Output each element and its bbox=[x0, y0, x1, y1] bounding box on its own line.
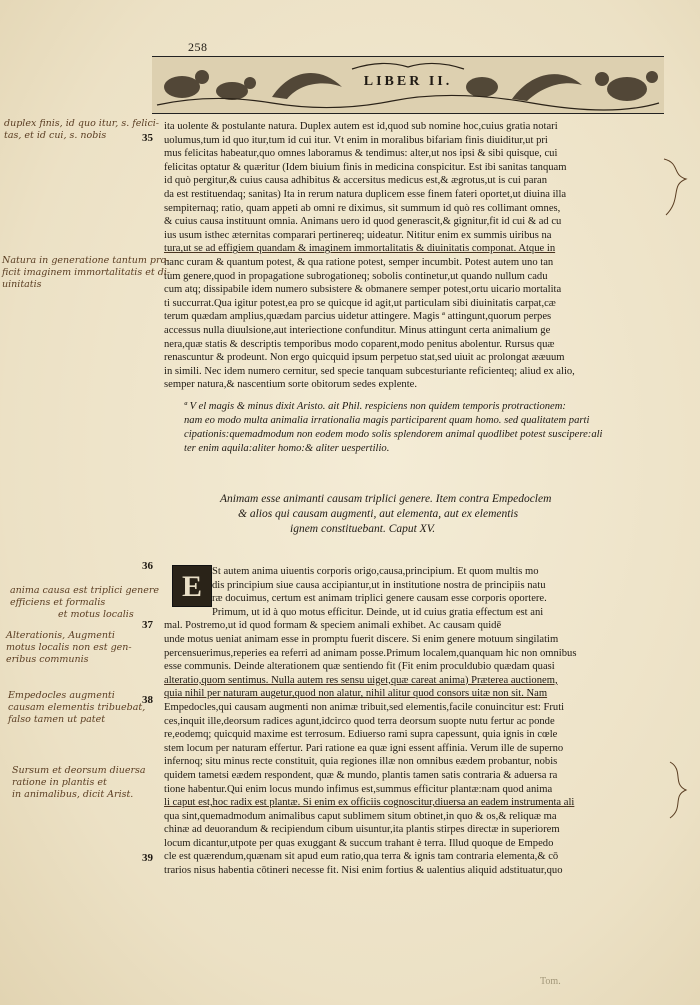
text-line: accessus nulla diuulsione,aut interiectione confunditur. Minus attingunt certa animalium ge bbox=[164, 324, 551, 336]
text-line: ita uolente & postulante natura. Duplex autem est id,quod sub nomine hoc,cuius gratia notari bbox=[164, 121, 558, 132]
text-line: terum quædam amplius,quædam parcius uidetur attingere. Magis ª attingunt,quorum perpes bbox=[164, 311, 552, 323]
main-text-bottom bbox=[164, 565, 664, 878]
main-text-top bbox=[164, 120, 664, 392]
text-line: ti succurrat.Qua igitur potest,ea pro se quicque id agit,ut particulam sibi diuinitatis carpat,cæ bbox=[164, 297, 556, 309]
text-line: ius usum isthec æternitas comparari pertinereq; uideatur. Nititur enim ex summis uiribus na bbox=[164, 229, 552, 241]
handwritten-line: uinitatis bbox=[2, 279, 42, 290]
text-line: St autem anima uiuentis corporis origo,causa,principium. Et quom multis mo bbox=[212, 566, 539, 577]
handwritten-line: tas, et id cui, s. nobis bbox=[4, 130, 107, 141]
text-line: mal. Postremo,ut id quod formam & speciem animali exhibet. Ac causam quidē bbox=[164, 620, 502, 632]
marginal-number-37: 37 bbox=[142, 619, 153, 631]
handwritten-margin-note-2 bbox=[2, 255, 170, 291]
text-line: stem locum per naturam effertur. Pari ratione ea quæ igni essent affinia. Verum ille de superno bbox=[164, 742, 564, 754]
margin-bracket-doodle bbox=[664, 760, 694, 820]
catchword: Tom. bbox=[540, 976, 561, 987]
text-line-underlined: li caput est,hoc radix est plantæ. Si enim ex officiis cognoscitur,diuersa an eadem instrumenta ali bbox=[164, 797, 575, 809]
text-line: re,eodemq; quicquid maxime est terrosum. Ediuerso rami supra capessunt, quia ignis in cœle bbox=[164, 729, 558, 741]
text-line: cle est quærendum,quænam sit apud eum ratio,qua terra & ignis tam contraria elementa,& cō bbox=[164, 851, 559, 863]
folio-number: 258 bbox=[188, 40, 208, 54]
text-line: Primum, ut id à quo motus efficitur. Deinde, ut id cuius gratia effectum est ani bbox=[212, 606, 544, 618]
text-line: chinæ ad deuorandum & recipiendum cibum uisuntur,ita plantis stirpes directæ in superiorem bbox=[164, 824, 560, 836]
chapter-heading-line: ignem constituebant. Caput XV. bbox=[290, 523, 436, 535]
handwritten-line: Alterationis, Augmenti bbox=[6, 630, 115, 641]
text-line: hanc curam & quantum potest, & qua ratione potest, semper incumbit. Potest autem uno tan bbox=[164, 256, 554, 268]
footnote bbox=[184, 400, 654, 456]
text-line: cum atq; dissipabile idem numero subsistere & obmanere semper potest,ortu uicario mortalita bbox=[164, 284, 562, 296]
handwritten-margin-note-3 bbox=[10, 585, 159, 621]
text-line: sempiternaq; ratio, quam appeti ab omni re diximus, sit summum id quò res collimant omnes, bbox=[164, 202, 561, 214]
text-line: in simili. Nec idem numero cernitur, sed specie tanquam subcesturiante reficienteq; aliud ex alio, bbox=[164, 365, 575, 377]
text-line: qua sint,quemadmodum animalibus caput sublimem situm obtinet,in quo & os,& reliquæ ma bbox=[164, 810, 557, 822]
text-line: renascuntur & prodeunt. Non ergo quicquid ipsum perpetuo stat,sed uiuit ac prolongat ææuum bbox=[164, 352, 565, 364]
chapter-heading bbox=[220, 492, 660, 537]
ornamental-header-band bbox=[152, 56, 664, 114]
handwritten-margin-note-4 bbox=[6, 630, 132, 666]
text-line: da est restituendaq; sanitas) Ita in rerum natura duplicem esse finem fateri oportet,ut diuina illa bbox=[164, 188, 567, 200]
text-line: dis principium siue causa accipiantur,ut in institutione nostra de principiis natu bbox=[212, 579, 546, 591]
text-line: ræ docuimus, certum est animam triplici genere causam esse corporis oportere. bbox=[212, 593, 547, 605]
handwritten-margin-note-6 bbox=[12, 765, 146, 801]
handwritten-line: Sursum et deorsum diuersa bbox=[12, 765, 146, 776]
text-line: mus felicitas habeatur,quo omnes laboramus & tendimus: alter,ut nos ipsi & sibi quisque, cui bbox=[164, 148, 558, 160]
text-line-underlined: quia nihil per naturam augetur,quod non alatur, nihil alitur quod consors uitæ non sit. Nam bbox=[164, 688, 548, 700]
handwritten-line: efficiens et formalis bbox=[10, 597, 106, 608]
handwritten-line: anima causa est triplici genere bbox=[10, 585, 160, 596]
running-title: LIBER II. bbox=[363, 74, 453, 89]
text-line: id quò pergitur,& cuius causa adhibitus & accersitus medicus est,& ægrotus,ut is cui paran bbox=[164, 175, 548, 187]
text-line: felicitas optatur & quæritur (Idem biuium finis in medicina conspicitur. Est ibi sanitas tanquam bbox=[164, 161, 567, 173]
marginal-number-39: 39 bbox=[142, 852, 153, 864]
handwritten-line: Empedocles augmenti bbox=[8, 690, 115, 701]
handwritten-line: causam elementis tribuebat, bbox=[8, 702, 146, 713]
handwritten-margin-note-5 bbox=[8, 690, 145, 726]
initial-letter: E bbox=[181, 570, 202, 603]
handwritten-line: motus localis non est gen- bbox=[6, 642, 132, 653]
footnote-line: cipationis:quemadmodum non eodem modo solis splendorem animal quodlibet potest suscipere:ali bbox=[184, 429, 603, 440]
handwritten-line: ficit imaginem immortalitatis et di- bbox=[2, 267, 171, 278]
text-line: tum genere,quod in propagatione subrogationeq; sobolis continetur,ut quando nullum cadu bbox=[164, 270, 548, 282]
footnote-line: ter enim aquila:aliter homo:& aliter uespertilio. bbox=[184, 443, 390, 454]
text-line-underlined: tura,ut se ad effigiem quandam & imaginem immortalitatis & diuinitatis componat. Atque in bbox=[164, 243, 556, 255]
chapter-heading-line: & alios qui causam augmenti, aut elementa, aut ex elementis bbox=[238, 508, 519, 520]
handwritten-line: Natura in generatione tantum pro- bbox=[2, 255, 170, 266]
text-line: unde motus ueniat animam esse in promptu fuerit discere. Si enim genere motuum singilatim bbox=[164, 633, 559, 645]
handwritten-margin-note-1 bbox=[4, 118, 159, 142]
footnote-line: nam eo modo multa animalia irrationalia magis participarent quam homo. sed qualitatem parti bbox=[184, 415, 590, 426]
handwritten-line: in animalibus, dicit Arist. bbox=[12, 789, 134, 800]
text-line: nera,quæ statis & descriptis temporibus modo coparent,modo penitus abolentur. Rursus quæ bbox=[164, 338, 555, 350]
text-line-underlined: alteratio,quom sentimus. Nulla autem res sensu uiget,quæ careat anima) Præterea auctionem, bbox=[164, 674, 558, 686]
text-line: locum dicantur,utpote per quas exuggant & succum trahant è terra. Illud quoque de Empedo bbox=[164, 837, 554, 849]
text-line: uolumus,tum id quo itur,tum id cui itur. Vt enim in moralibus bifariam finis diuiditur,ut pri bbox=[164, 134, 548, 146]
handwritten-line: et motus localis bbox=[58, 609, 134, 620]
text-line: ces,inquit ille,deorsum radices agunt,idcirco quod terra deorsum suopte nutu fertur ac ponde bbox=[164, 715, 555, 727]
handwritten-line: falso tamen ut patet bbox=[8, 714, 106, 725]
handwritten-line: ratione in plantis et bbox=[12, 777, 107, 788]
text-line: tione habentur.Qui enim locus mundo infimus est,summus efficitur plantæ:nam quod anima bbox=[164, 783, 553, 795]
footnote-line: ª V el magis & minus dixit Aristo. ait Phil. respiciens non quidem temporis protractionem: bbox=[184, 401, 566, 412]
text-line: Empedocles,qui causam augmenti non animæ tribuit,sed elementis,facile conuincitur est: Fruti bbox=[164, 701, 565, 713]
text-line: infernoq; situ minus recte constituit, quia regiones illæ non omnibus eædem probantur, nobis bbox=[164, 756, 558, 768]
handwritten-line: duplex finis, id quo itur, s. felici- bbox=[4, 118, 160, 129]
text-line: semper natura,& nascentium sorte obitorum sedes explente. bbox=[164, 379, 417, 391]
text-line: percensuerimus,reperies ea referri ad animam posse.Primum localem,quanquam hic non omnibus bbox=[164, 647, 577, 659]
text-line: quidem tametsi eædem respondent, quæ & mundo, plantis tamen satis contraria & aduersa ra bbox=[164, 769, 558, 781]
text-line: esse communis. Deinde alterationem quæ sentiendo fit (Fit enim proculdubio quædam quasi bbox=[164, 661, 555, 673]
text-line: trarios nisus habentia cōtineri necesse fit. Nisi enim fortius & ualentius aliquid adstituatur,quo bbox=[164, 865, 563, 877]
chapter-heading-line: Animam esse animanti causam triplici genere. Item contra Empedoclem bbox=[220, 493, 552, 505]
text-line: & cuius causa instituunt omnia. Animans uero id quod generascit,& gignitur,fit id cui & ad cu bbox=[164, 216, 562, 228]
marginal-number-38: 38 bbox=[142, 694, 153, 706]
marginal-number-36: 36 bbox=[142, 560, 153, 572]
handwritten-line: eribus communis bbox=[6, 654, 89, 665]
marginal-number-35: 35 bbox=[142, 132, 153, 144]
margin-bracket-doodle bbox=[660, 155, 696, 225]
